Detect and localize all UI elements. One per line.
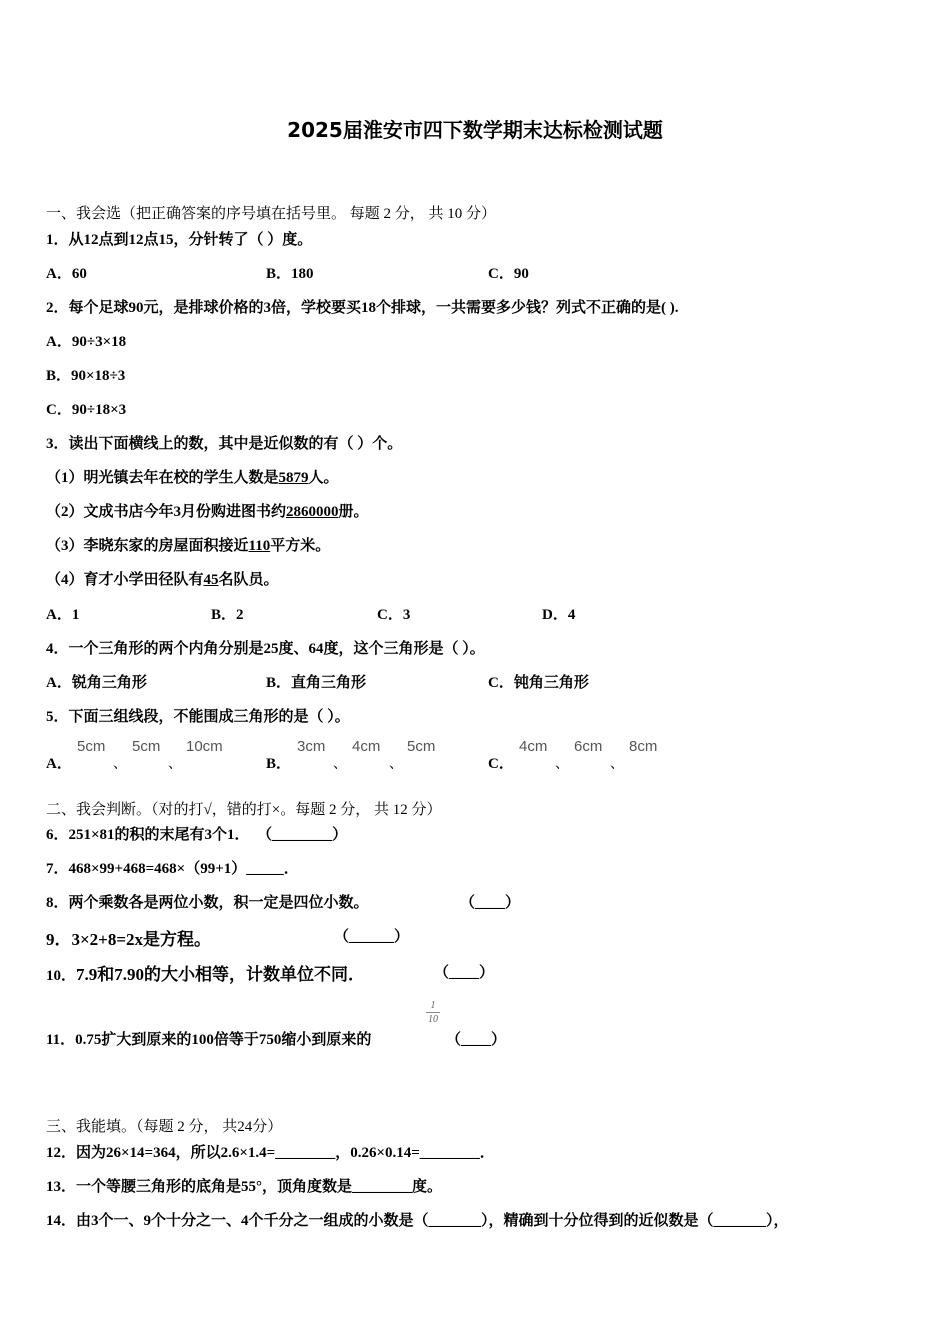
q5-b-segment-1: 3cm [297, 738, 326, 755]
q4-option-a: A．锐角三角形 [46, 675, 147, 691]
q8-answer-paren[interactable]: （____） [460, 895, 521, 911]
q5-b-segment-3: 5cm [407, 738, 436, 755]
q5-c-segment-2: 6cm [574, 738, 603, 755]
q3-option-d: D．4 [542, 607, 576, 623]
q3-option-b: B．2 [211, 607, 244, 623]
question-12: 12．因为26×14=364，所以2.6×1.4=________，0.26×0.14=________． [46, 1145, 495, 1161]
section-1-heading: 一、我会选（把正确答案的序号填在括号里。 每题 2 分， 共 10 分） [46, 206, 497, 222]
question-6: 6．251×81的积的末尾有3个1． （________） [46, 827, 348, 843]
q6-answer-paren[interactable]: （________） [257, 827, 348, 843]
q3-option-c: C．3 [377, 607, 411, 623]
q4-option-b: B．直角三角形 [266, 675, 367, 691]
q5-a-segment-2: 5cm [132, 738, 161, 755]
section-2-heading: 二、我会判断。（对的打√，错的打×。每题 2 分， 共 12 分） [46, 802, 442, 818]
section-3-heading: 三、我能填。（每题 2 分， 共24分） [46, 1119, 283, 1135]
question-14: 14．由3个一、9个十分之一、4个千分之一组成的小数是（_______），精确到十分位得到的近似数是（_______）， [46, 1213, 789, 1229]
q5-option-c: C． [488, 756, 514, 772]
q1-option-a: A．60 [46, 266, 87, 282]
q11-answer-paren[interactable]: （____） [446, 1032, 507, 1048]
q9-answer-paren[interactable]: （______） [334, 929, 410, 945]
q10-answer-paren[interactable]: （____） [434, 965, 495, 981]
q5-c-separator-1: 、 [555, 757, 569, 772]
q5-b-separator-2: 、 [389, 757, 403, 772]
q5-option-b: B． [266, 756, 292, 772]
q1-option-b: B．180 [266, 266, 314, 282]
q5-b-segment-2: 4cm [352, 738, 381, 755]
page-title: 2025届淮安市四下数学期末达标检测试题 [287, 118, 663, 142]
q5-option-a: A． [46, 756, 72, 772]
q5-a-segment-3: 10cm [186, 738, 223, 755]
q5-c-segment-3: 8cm [629, 738, 658, 755]
question-2: 2．每个足球90元，是排球价格的3倍，学校要买18个排球，一共需要多少钱？列式不正确的是( ). [46, 300, 679, 316]
q2-option-c: C．90÷18×3 [46, 402, 127, 418]
q5-b-separator-1: 、 [333, 757, 347, 772]
q5-a-separator-2: 、 [168, 757, 182, 772]
q2-option-a: A．90÷3×18 [46, 334, 127, 350]
question-3: 3．读出下面横线上的数，其中是近似数的有（ ）个。 [46, 436, 403, 452]
question-7: 7．468×99+468=468×（99+1）_____． [46, 861, 299, 877]
q3-option-a: A．1 [46, 607, 80, 623]
question-10: 10．7.9和7.90的大小相等，计数单位不同． [46, 965, 366, 984]
q5-c-segment-1: 4cm [519, 738, 548, 755]
q3-item-2: （2）文成书店今年3月份购进图书约2860000册。 [46, 504, 369, 520]
question-5: 5．下面三组线段，不能围成三角形的是（ ）。 [46, 709, 350, 725]
question-8: 8．两个乘数各是两位小数，积一定是四位小数。 [46, 895, 369, 911]
question-13: 13．一个等腰三角形的底角是55°，顶角度数是________度。 [46, 1179, 443, 1195]
q4-option-c: C．钝角三角形 [488, 675, 589, 691]
question-11: 11．0.75扩大到原来的100倍等于750缩小到原来的 [46, 1032, 372, 1048]
question-1: 1．从12点到12点15，分针转了（ ）度。 [46, 232, 313, 248]
q5-c-separator-2: 、 [610, 757, 624, 772]
question-4: 4．一个三角形的两个内角分别是25度、64度，这个三角形是（ ）。 [46, 641, 485, 657]
q3-item-1: （1）明光镇去年在校的学生人数是5879人。 [46, 470, 339, 486]
q3-item-3: （3）李晓东家的房屋面积接近110平方米。 [46, 538, 331, 554]
q2-option-b: B．90×18÷3 [46, 368, 126, 384]
q5-a-segment-1: 5cm [77, 738, 106, 755]
q1-option-c: C．90 [488, 266, 529, 282]
q11-fraction: 1 10 [428, 1000, 438, 1025]
question-9: 9．3×2+8=2x是方程。 [46, 930, 212, 949]
q5-a-separator-1: 、 [113, 757, 127, 772]
q3-item-4: （4）育才小学田径队有45名队员。 [46, 572, 279, 588]
